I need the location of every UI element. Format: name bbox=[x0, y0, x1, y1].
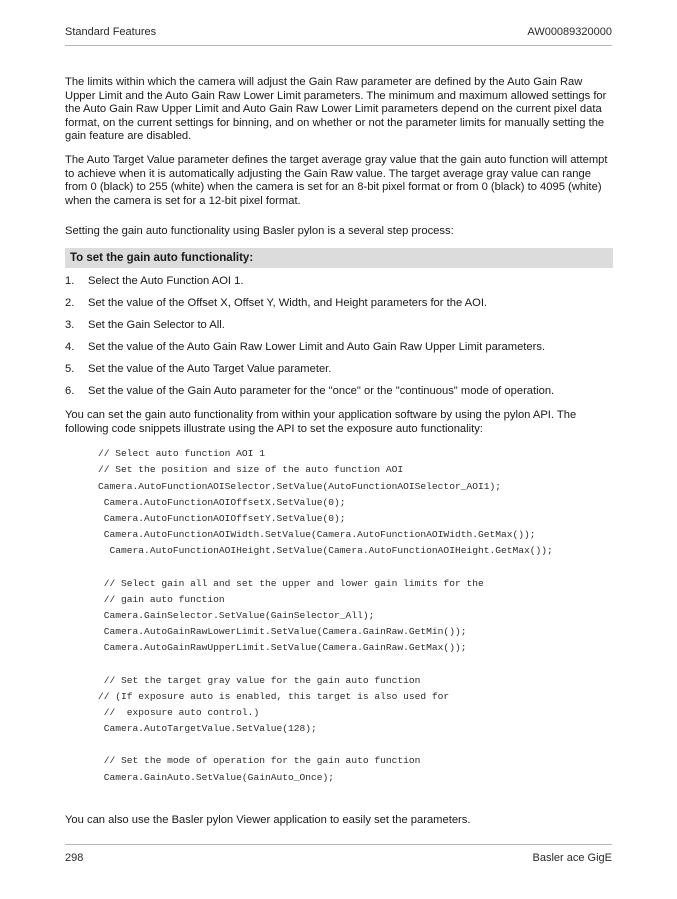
code-line: Camera.AutoFunctionAOIOffsetY.SetValue(0); bbox=[98, 513, 346, 524]
code-line: Camera.AutoFunctionAOISelector.SetValue(AutoFunctionAOISelector_AOI1); bbox=[98, 480, 502, 492]
code-line: // exposure auto control.) bbox=[98, 707, 260, 719]
code-line: // Select auto function AOI 1 bbox=[98, 448, 265, 460]
step-number: 2. bbox=[65, 297, 75, 310]
step-text: Set the value of the Auto Gain Raw Lower Limit and Auto Gain Raw Upper Limit parameters. bbox=[88, 341, 546, 354]
code-line: Camera.GainSelector.SetValue(GainSelector_All); bbox=[98, 610, 375, 622]
steps-list bbox=[65, 275, 613, 399]
code-line: Camera.GainAuto.SetValue(GainAuto_Once); bbox=[98, 771, 335, 783]
code-line: // Set the position and size of the auto function AOI bbox=[98, 464, 404, 476]
code-line: // Select gain all and set the upper and lower gain limits for the bbox=[98, 577, 484, 589]
paragraph-process-intro: Setting the gain auto functionality using Basler pylon is a several step process: bbox=[65, 225, 454, 238]
code-line: Camera.AutoGainRawLowerLimit.SetValue(Camera.GainRaw.GetMin()); bbox=[98, 626, 467, 638]
code-line: Camera.AutoFunctionAOIWidth.SetValue(Camera.AutoFunctionAOIWidth.GetMax()); bbox=[98, 529, 536, 541]
header-section-title: Standard Features bbox=[65, 26, 157, 38]
code-line: // Set the mode of operation for the gain auto function bbox=[98, 755, 421, 767]
footer-product-name: Basler ace GigE bbox=[532, 852, 612, 864]
paragraph-auto-target-value: The Auto Target Value parameter defines the target average gray value that the gain auto function will attempt to achieve when it is automatically adjusting the Gain Raw value. The target average gray value can range from 0 (black) to 255 (white) when the camera is set for an 8-bit pixel format or from 0 (black) to 4095 (white) when the camera is set for a 12-bit pixel format. bbox=[65, 153, 608, 207]
step-text: Set the value of the Offset X, Offset Y, Width, and Height parameters for the AOI. bbox=[88, 297, 488, 310]
list-item bbox=[65, 319, 613, 333]
code-line: // gain auto function bbox=[98, 593, 225, 605]
code-line: // Set the target gray value for the gain auto function bbox=[98, 674, 421, 686]
step-number: 4. bbox=[65, 341, 75, 354]
list-item bbox=[65, 363, 613, 377]
step-text: Set the value of the Auto Target Value parameter. bbox=[88, 363, 332, 376]
page-footer bbox=[65, 844, 612, 864]
header-document-number: AW00089320000 bbox=[527, 26, 612, 38]
code-block-aoi bbox=[98, 446, 613, 559]
code-block-gain-auto-mode bbox=[98, 753, 613, 785]
list-item bbox=[65, 297, 613, 311]
paragraph-closing: You can also use the Basler pylon Viewer application to easily set the parameters. bbox=[65, 813, 471, 826]
list-item bbox=[65, 341, 613, 355]
code-block-gain-limits bbox=[98, 576, 613, 657]
code-snippets bbox=[98, 446, 613, 786]
step-text: Set the Gain Selector to All. bbox=[88, 319, 225, 332]
footer-page-number: 298 bbox=[65, 852, 84, 864]
page-content bbox=[65, 76, 613, 827]
code-line: Camera.AutoTargetValue.SetValue(128); bbox=[98, 723, 317, 735]
step-number: 1. bbox=[65, 274, 75, 287]
paragraph-api-intro: You can set the gain auto functionality from within your application software by using the pylon API. The following code snippets illustrate using the API to set the exposure auto functionality: bbox=[65, 409, 577, 435]
code-line: Camera.AutoGainRawUpperLimit.SetValue(Camera.GainRaw.GetMax()); bbox=[98, 642, 467, 654]
page-header bbox=[65, 26, 612, 46]
list-item bbox=[65, 275, 613, 289]
step-number: 3. bbox=[65, 319, 75, 332]
list-item bbox=[65, 385, 613, 399]
step-number: 6. bbox=[65, 385, 75, 398]
section-heading: To set the gain auto functionality: bbox=[65, 248, 613, 268]
code-line: // (If exposure auto is enabled, this target is also used for bbox=[98, 690, 450, 702]
code-block-target-value bbox=[98, 673, 613, 738]
step-text: Select the Auto Function AOI 1. bbox=[88, 274, 244, 287]
step-text: Set the value of the Gain Auto parameter for the "once" or the "continuous" mode of operation. bbox=[88, 385, 555, 398]
paragraph-gain-limits: The limits within which the camera will adjust the Gain Raw parameter are defined by the Auto Gain Raw Upper Limit and the Auto Gain Raw Lower Limit parameters. The minimum and maximum allowed settings for the Auto Gain Raw Upper Limit and Auto Gain Raw Lower Limit parameters depend on the current pixel data format, on the current settings for binning, and on whether or not the parameter limits for manually setting the gain feature are disabled. bbox=[65, 76, 607, 143]
step-number: 5. bbox=[65, 363, 75, 376]
code-line: Camera.AutoFunctionAOIHeight.SetValue(Camera.AutoFunctionAOIHeight.GetMax()); bbox=[98, 545, 553, 557]
code-line: Camera.AutoFunctionAOIOffsetX.SetValue(0); bbox=[98, 496, 346, 508]
